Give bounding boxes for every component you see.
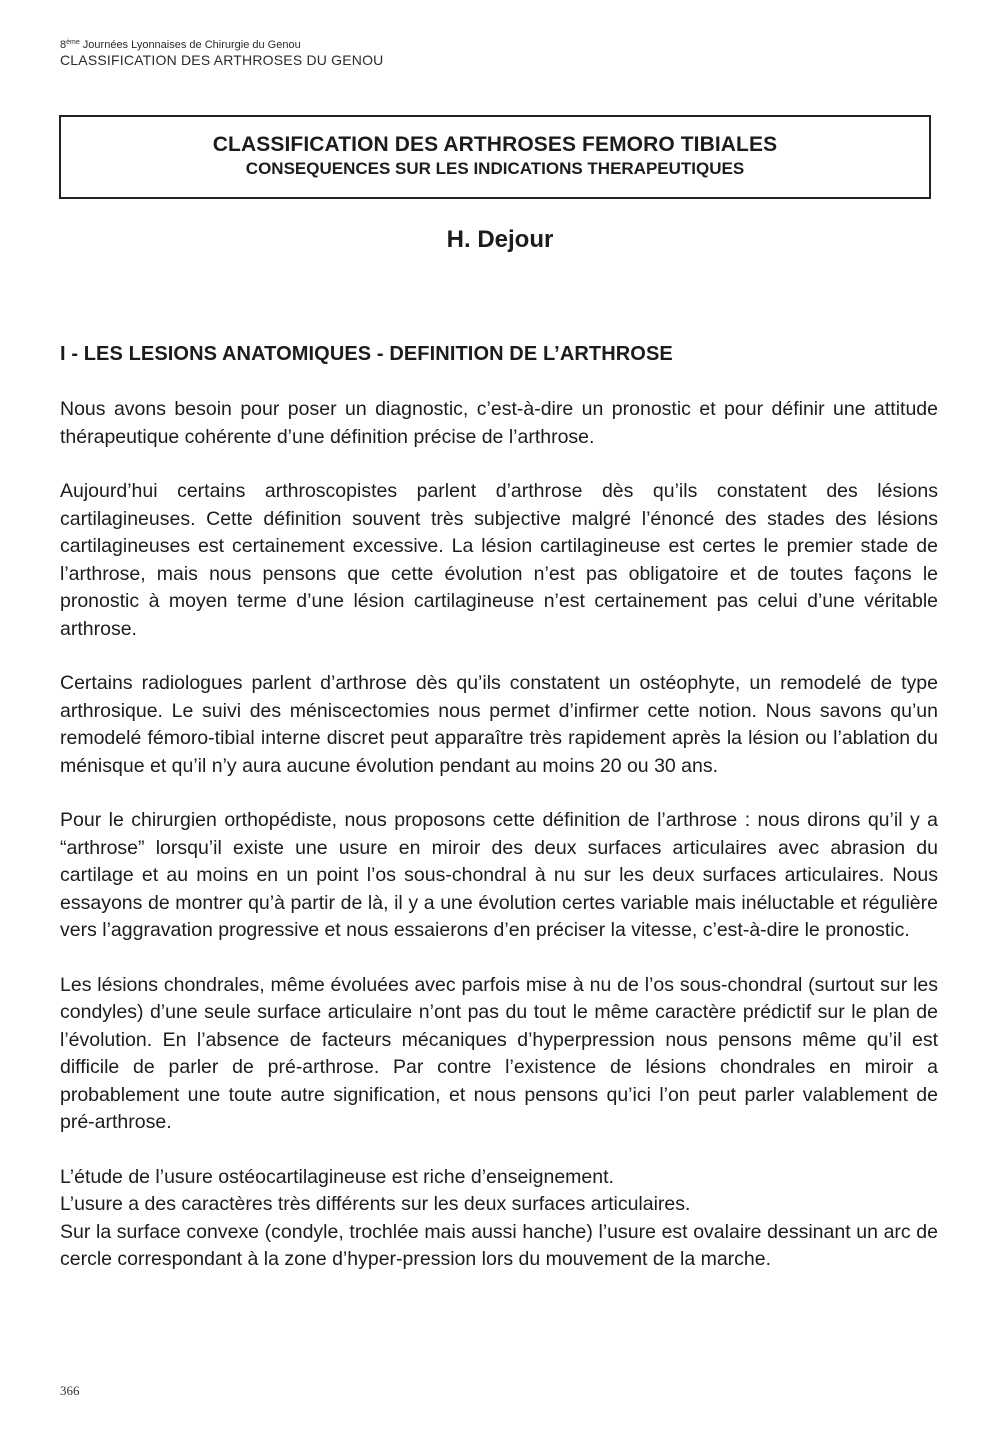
paragraph: Sur la surface convexe (condyle, trochlée mais aussi hanche) l’usure est ovalaire dessinant un arc de cercle correspondant à la zone d’hyper-pression lors du mouvement de la marche. [60, 1220, 938, 1270]
paragraph: L’usure a des caractères très différents sur les deux surfaces articulaires. [60, 1193, 691, 1215]
body-text [60, 396, 938, 1274]
paragraph: L’étude de l’usure ostéocartilagineuse est riche d’enseignement. [60, 1165, 614, 1188]
title-box [59, 115, 931, 199]
paragraph: Certains radiologues parlent d’arthrose dès qu’ils constatent un ostéophyte, un remodelé de type arthrosique. Le suivi des méniscectomies nous permet d’infirmer cette notion. Nous savons qu’un remodelé fémoro-tibial interne discret peut apparaître très rapidement après la lésion ou l’ablation du ménisque et qu’il n’y aura aucune évolution pendant au moins 20 ou 30 ans. [60, 672, 938, 777]
paragraph: Les lésions chondrales, même évoluées avec parfois mise à nu de l’os sous-chondral (surtout sur les condyles) d’une seule surface articulaire n’ont pas du tout le même caractère prédictif sur le plan de l’évolution. En l’absence de facteurs mécaniques d’hyperpression nous pensons même qu’il est difficile de parler de pré-arthrose. Par contre l’existence de lésions chondrales en miroir a probablement une toute autre signification, et nous pensons qu’ici l’on peut parler valablement de pré-arthrose. [60, 973, 938, 1133]
article-title: CLASSIFICATION DES ARTHROSES FEMORO TIBIALES [212, 133, 778, 156]
article-subtitle: CONSEQUENCES SUR LES INDICATIONS THERAPEUTIQUES [245, 159, 745, 178]
page-number: 366 [60, 1383, 80, 1398]
paragraph: Pour le chirurgien orthopédiste, nous proposons cette définition de l’arthrose : nous dirons qu’il y a “arthrose” lorsqu’il existe une usure en miroir des deux surfaces articulaires avec abrasion du cartilage et au moins en un point l’os sous-chondral à nu sur les deux surfaces articulaires. Nous essayons de montrer qu’à partir de là, il y a une évolution certes variable mais inéluctable et régulière vers l’aggravation progressive et nous essaierons d’en préciser la vitesse, c’est-à-dire le pronostic. [60, 809, 938, 941]
paragraph: Aujourd’hui certains arthroscopistes parlent d’arthrose dès qu’ils constatent des lésions cartilagineuses. Cette définition souvent très subjective malgré l’énoncé des stades des lésions cartilagineuses est certainement excessive. La lésion cartilagineuse est certes le premier stade de l’arthrose, mais nous pensons que cette évolution n’est pas obligatoire et de toutes façons le pronostic à moyen terme d’une lésion cartilagineuse n’est certainement pas celui d’une véritable arthrose. [60, 480, 938, 640]
running-header-subtitle: CLASSIFICATION DES ARTHROSES DU GENOU [60, 52, 384, 68]
paragraph: Nous avons besoin pour poser un diagnostic, c’est-à-dire un pronostic et pour définir une attitude thérapeutique cohérente d’une définition précise de l’arthrose. [60, 398, 938, 448]
author: H. Dejour [446, 226, 554, 253]
conference-name: 8ème Journées Lyonnaises de Chirurgie du Genou [60, 39, 301, 51]
section-heading: I - LES LESIONS ANATOMIQUES - DEFINITION DE L’ARTHROSE [60, 343, 673, 365]
running-header [60, 36, 384, 69]
